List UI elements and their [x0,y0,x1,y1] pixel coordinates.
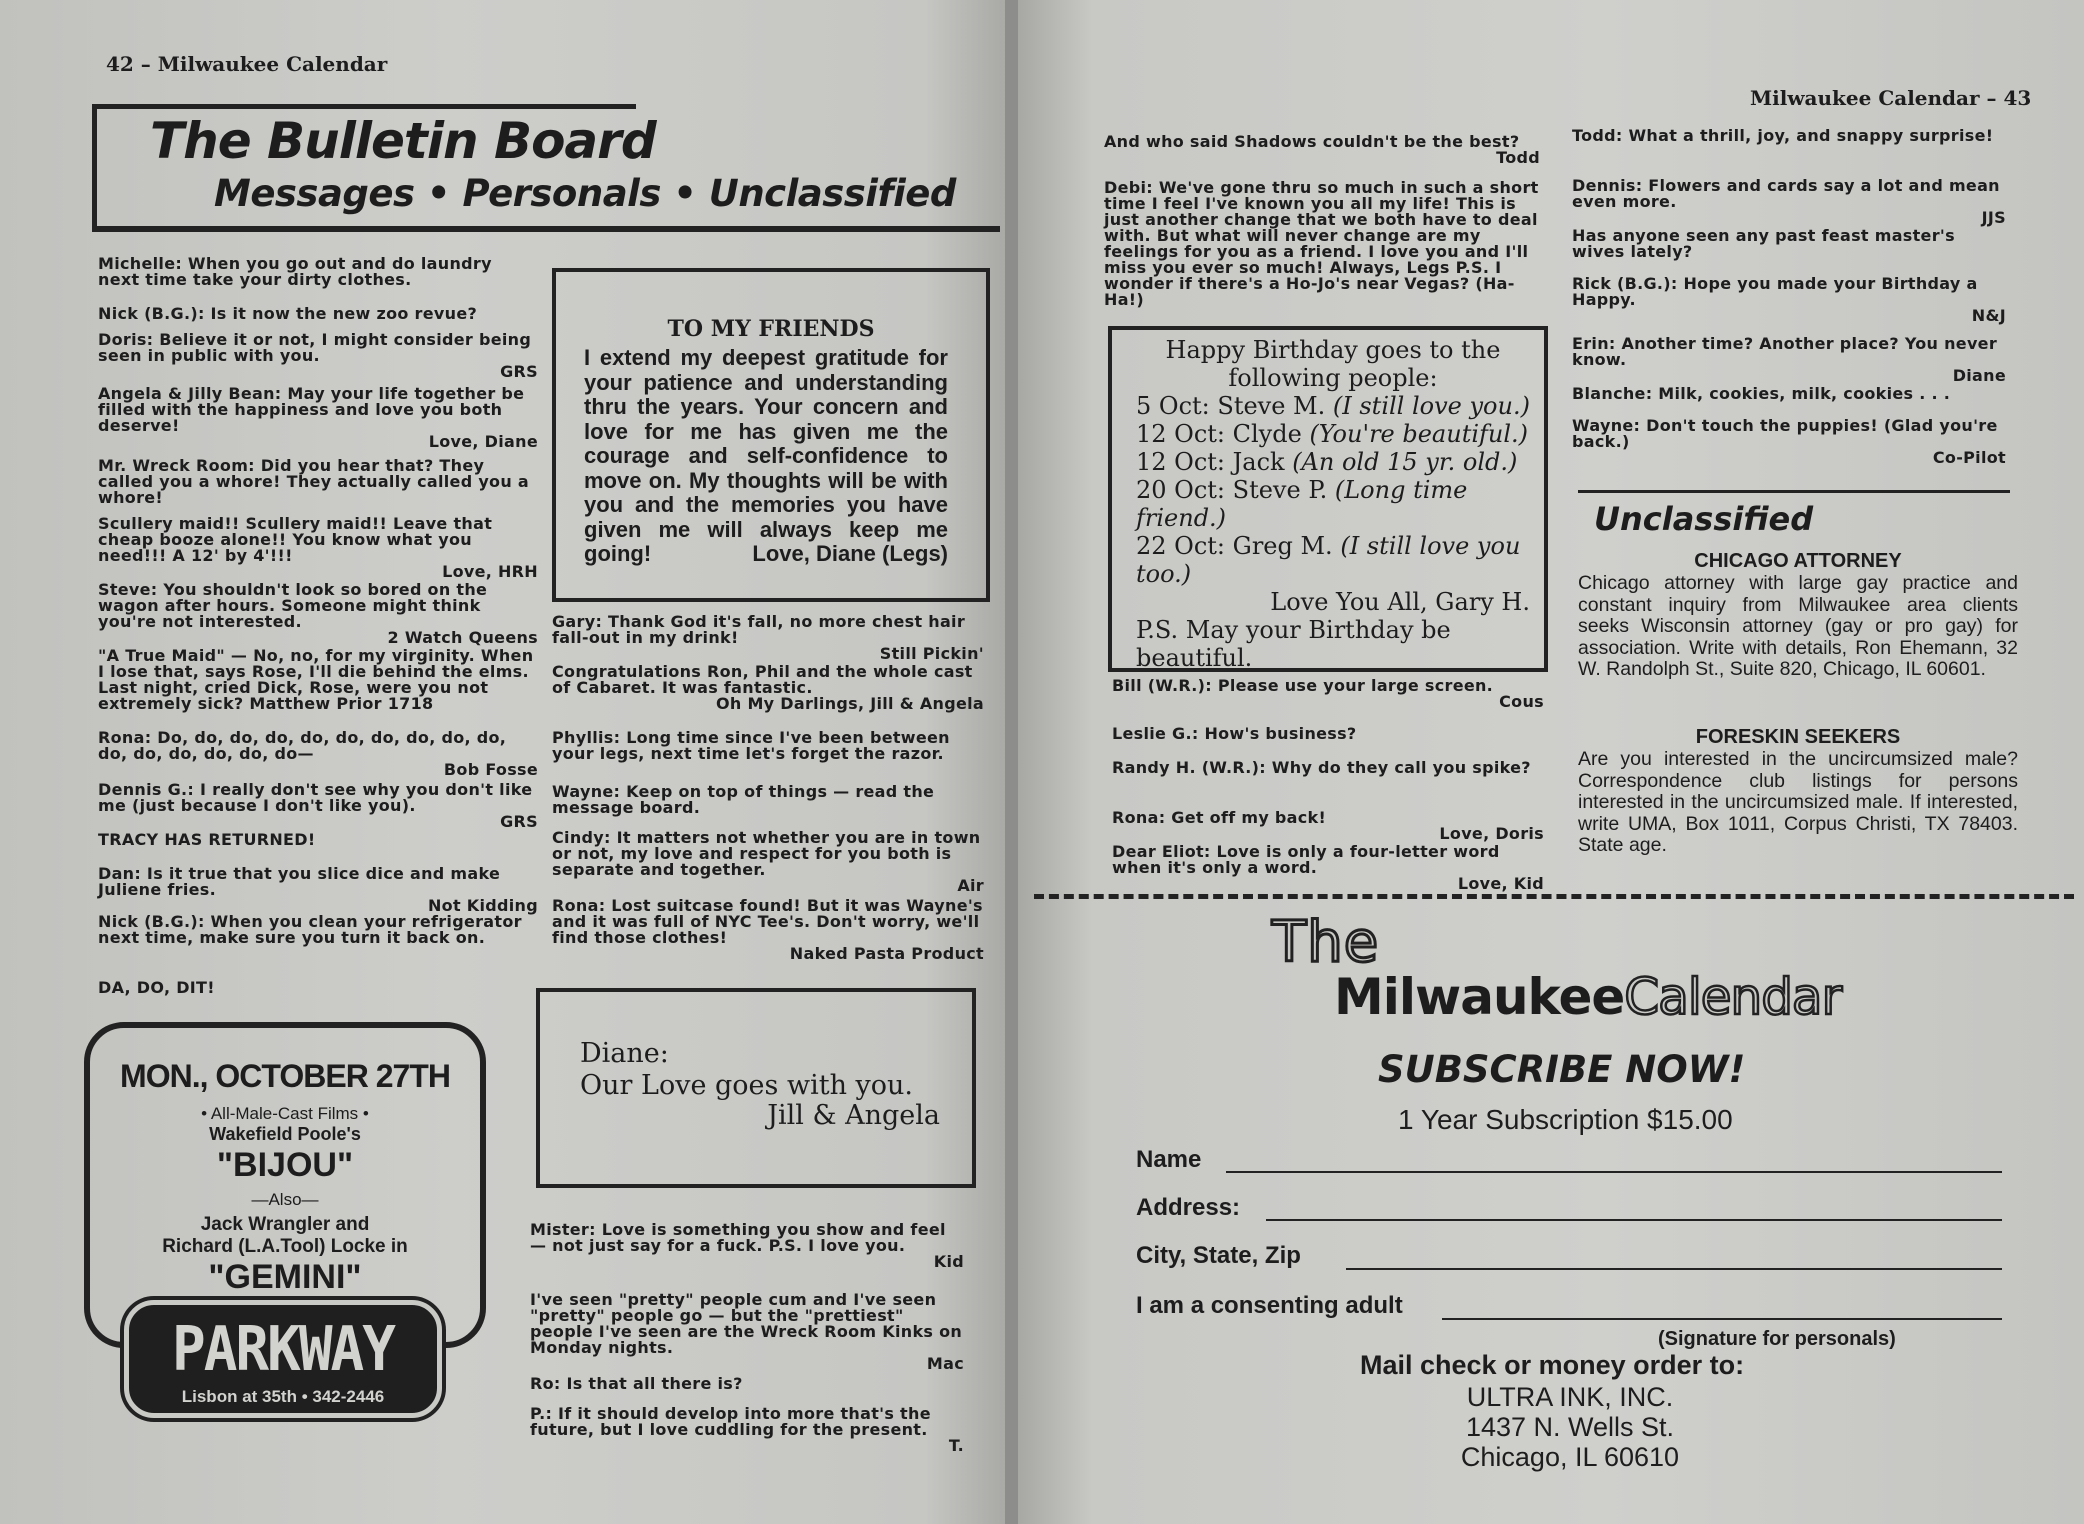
message-text: Blanche: Milk, cookies, milk, cookies . . . [1572,384,1951,403]
message-item [98,386,538,450]
city-label: City, State, Zip [1136,1242,1301,1269]
page-header-right: Milwaukee Calendar – 43 [1750,86,2032,110]
diane-line2: Our Love goes with you. [580,1070,914,1101]
message-text: Wayne: Don't touch the puppies! (Glad you're back.) [1572,416,1998,451]
birthday-sig: Love You All, Gary H. [1270,588,1530,616]
diane-line1: Diane: [580,1038,669,1069]
birthday-note: (I still love you.) [1332,392,1530,420]
message-item [1104,180,1540,308]
parkway-film2: "GEMINI" [208,1258,362,1296]
message-item [98,256,538,288]
message-item [98,782,538,830]
message-text: Nick (B.G.): Is it now the new zoo revue? [98,304,478,323]
birthday-note: (An old 15 yr. old.) [1292,448,1518,476]
birthday-box [1108,326,1548,672]
birthday-note: (You're beautiful.) [1309,420,1529,448]
message-signature: Todd [1496,148,1540,167]
message-text: Rick (B.G.): Hope you made your Birthday a Happy. [1572,274,1978,309]
message-signature: Not Kidding [427,896,538,915]
message-signature: GRS [500,362,538,381]
message-item [552,614,984,662]
parkway-line1: • All-Male-Cast Films • [201,1104,369,1123]
friends-body [584,346,948,567]
message-signature: Love, Doris [1439,824,1544,843]
parkway-film1: "BIJOU" [216,1146,354,1184]
message-item [1572,336,2006,384]
mail-instruction: Mail check or money order to: [1360,1350,1745,1380]
message-text: Dear Eliot: Love is only a four-letter word when it's only a word. [1112,842,1500,877]
address-label: Address: [1136,1194,1241,1221]
message-signature: GRS [500,812,538,831]
message-signature: Love, HRH [442,562,538,581]
unclassified-rule [1578,490,2010,493]
message-text: Randy H. (W.R.): Why do they call you spike? [1112,758,1531,777]
subscribe-cta: SUBSCRIBE NOW! [1378,1048,1746,1091]
message-item [552,664,984,712]
message-item [1112,844,1544,892]
message-item [98,582,538,646]
ad2-title: FORESKIN SEEKERS [1695,726,1901,748]
message-item [98,730,538,778]
message-text: And who said Shadows couldn't be the best? [1104,132,1520,151]
message-item [98,516,538,580]
message-item [552,830,984,894]
message-text: Todd: What a thrill, joy, and snappy surprise! [1572,126,1994,145]
birthday-entry [1136,476,1530,532]
message-item [1572,418,2006,466]
mail-address-3: Chicago, IL 60610 [1460,1442,1680,1472]
message-signature: Love, Kid [1457,874,1544,893]
message-text: "A True Maid" — No, no, for my virginity. When I lose that, says Rose, I'll die behind the elms. Last night, cried Dick, Rose, were you not extremely sick? Matthew Prior 1718 [98,646,534,713]
birthday-entry [1136,392,1530,420]
message-text: Doris: Believe it or not, I might consider being seen in public with you. [98,330,532,365]
parkway-address: Lisbon at 35th • 342-2446 [181,1387,385,1406]
message-item [530,1292,964,1372]
bulletin-subtitle: Messages • Personals • Unclassified [214,172,956,215]
ad1-title: CHICAGO ATTORNEY [1694,550,1902,572]
message-text: Angela & Jilly Bean: May your life together be filled with the happiness and love you both deserve! [98,384,525,435]
diane-sig: Jill & Angela [767,1100,940,1131]
message-text: Michelle: When you go out and do laundry next time take your dirty clothes. [98,254,492,289]
message-text: Cindy: It matters not whether you are in town or not, my love and respect for you both is separate and together. [552,828,981,879]
signature-note: (Signature for personals) [1658,1328,1896,1350]
friends-box [552,268,990,602]
logo-calendar: Calendar [1624,968,1842,1026]
diane-box [536,988,976,1188]
message-text: TRACY HAS RETURNED! [98,830,316,849]
message-text: Ro: Is that all there is? [530,1374,743,1393]
title-rule-left [92,104,97,230]
birthday-entry [1136,448,1530,476]
message-text: Has anyone seen any past feast master's wives lately? [1572,226,1955,261]
message-text: Nick (B.G.): When you clean your refrigerator next time, make sure you turn it back on. [98,912,522,947]
message-text: Dennis: Flowers and cards say a lot and mean even more. [1572,176,2000,211]
consent-label: I am a consenting adult [1136,1292,1403,1319]
message-signature: Cous [1499,692,1544,711]
message-item [1112,678,1544,710]
name-line[interactable] [1226,1171,2002,1173]
message-signature: Bob Fosse [443,760,538,779]
message-item [98,980,538,996]
message-item [98,832,538,848]
parkway-line3: Jack Wrangler and [200,1214,370,1235]
title-rule-top [92,104,636,109]
message-signature: Naked Pasta Product [789,944,984,963]
birthday-name: 20 Oct: Steve P. [1136,476,1335,504]
page-header-left: 42 – Milwaukee Calendar [106,52,388,76]
message-item [530,1376,964,1392]
birthday-list [1136,392,1530,588]
parkway-logo-text: PARKWAY [171,1313,394,1386]
logo-the: The [1272,910,1380,975]
message-item [1572,276,2006,324]
message-item [1572,178,2006,226]
message-text: Phyllis: Long time since I've been between your legs, next time let's forget the razor. [552,728,950,763]
message-signature: Diane [1952,366,2006,385]
unclassified-heading: Unclassified [1594,500,1814,538]
city-line[interactable] [1346,1268,2002,1270]
message-item [552,898,984,962]
message-text: Erin: Another time? Another place? You never know. [1572,334,1998,369]
message-signature: Love, Diane [428,432,538,451]
birthday-entry [1136,420,1530,448]
mail-address-1: ULTRA INK, INC. [1466,1382,1674,1412]
birthday-content [1136,336,1530,672]
message-signature: 2 Watch Queens [387,628,538,647]
message-text: Dennis G.: I really don't see why you don't like me (just because I don't like you). [98,780,533,815]
message-signature: Kid [933,1252,964,1271]
message-item [98,866,538,914]
friends-text: I extend my deepest gratitude for your patience and understanding thru the years. Your concern and love for me has given me the courage and self-confidence to move on. My thoughts will be with you and the memories you have given me will always keep me going! [584,345,948,566]
birthday-title: Happy Birthday goes to the following people: [1165,336,1501,392]
parkway-date: MON., OCTOBER 27TH [120,1058,450,1094]
message-text: Bill (W.R.): Please use your large screen. [1112,676,1494,695]
message-text: Dan: Is it true that you slice dice and make Juliene fries. [98,864,501,899]
message-signature: Co-Pilot [1932,448,2006,467]
message-item [1104,134,1540,166]
logo-milwaukee: Milwaukee [1334,968,1625,1026]
message-item [1572,128,2006,144]
message-signature: Mac [926,1354,964,1373]
parkway-line2: Wakefield Poole's [209,1124,361,1144]
birthday-note: (Long time friend.) [1136,476,1468,532]
message-text: Scullery maid!! Scullery maid!! Leave that cheap booze alone!! You know what you need!!! A 12' by 4'!!! [98,514,493,565]
message-signature: N&J [1971,306,2006,325]
logo-wordmark [1334,968,1841,1026]
message-text: Steve: You shouldn't look so bored on the wagon after hours. Someone might think you're not interested. [98,580,488,631]
title-rule-bottom [92,226,1000,232]
message-item [98,648,538,712]
dashed-divider [1034,894,2074,899]
birthday-name: 22 Oct: Greg M. [1136,532,1341,560]
birthday-name: 12 Oct: Jack [1136,448,1293,476]
message-text: Rona: Do, do, do, do, do, do, do, do, do, do, do, do, do, do, do, do— [98,728,507,763]
message-text: DA, DO, DIT! [98,978,215,997]
message-text: Gary: Thank God it's fall, no more chest hair fall-out in my drink! [552,612,966,647]
message-item [98,306,538,322]
message-item [552,730,984,762]
name-label: Name [1136,1146,1202,1173]
message-item [1112,760,1544,776]
message-item [98,458,538,506]
message-item [530,1406,964,1454]
message-text: Leslie G.: How's business? [1112,724,1357,743]
message-text: Mr. Wreck Room: Did you hear that? They called you a whore! They actually called you a whore! [98,456,529,507]
message-signature: Still Pickin' [879,644,984,663]
bulletin-title: The Bulletin Board [150,112,656,170]
parkway-line4: Richard (L.A.Tool) Locke in [162,1236,408,1257]
message-item [1572,386,2006,402]
birthday-note: (I still love you too.) [1136,532,1521,588]
message-signature: Oh My Darlings, Jill & Angela [716,694,984,713]
parkway-logo [124,1300,442,1418]
message-item [1112,810,1544,842]
message-text: Debi: We've gone thru so much in such a short time I feel I've known you all my life! This is just another change that we both have to deal with. But what will never change are my feelings for you as a friend. I love you and I'll miss you ever so much! Always, Legs P.S. I wonder if there's a Ho-Jo's near Vegas? (Ha-Ha!) [1104,178,1539,309]
signature-line[interactable] [1442,1318,2002,1320]
message-item [98,914,538,946]
message-text: P.: If it should develop into more that's the future, but I love cuddling for the present. [530,1404,931,1439]
message-text: Wayne: Keep on top of things — read the message board. [552,782,935,817]
message-item [1112,726,1544,742]
birthday-name: 12 Oct: Clyde [1136,420,1310,448]
message-text: Rona: Get off my back! [1112,808,1327,827]
message-text: Rona: Lost suitcase found! But it was Wayne's and it was full of NYC Tee's. Don't worry, we'll find those clothes! [552,896,983,947]
address-line[interactable] [1266,1219,2002,1221]
message-item [98,332,538,380]
message-signature: T. [948,1436,964,1455]
message-signature: Air [957,876,984,895]
mail-address-2: 1437 N. Wells St. [1465,1412,1675,1442]
message-text: Congratulations Ron, Phil and the whole cast of Cabaret. It was fantastic. [552,662,973,697]
message-item [552,784,984,816]
birthday-ps: P.S. May your Birthday be beautiful. [1136,616,1451,672]
birthday-name: 5 Oct: Steve M. [1136,392,1333,420]
friends-sig: Love, Diane (Legs) [752,541,948,566]
subscribe-price: 1 Year Subscription $15.00 [1398,1104,1733,1135]
message-text: Mister: Love is something you show and feel — not just say for a fuck. P.S. I love you. [530,1220,946,1255]
ad1-body: Chicago attorney with large gay practice and constant inquiry from Milwaukee area clients seeks Wisconsin attorney (gay or pro gay) for association. Write with details, Ron Ehemann, 32 W. Randolph St., Suite 820, Chicago, IL 60601. [1578,572,2018,680]
birthday-entry [1136,532,1530,588]
parkway-also: —Also— [251,1190,319,1209]
message-item [530,1222,964,1270]
friends-title: TO MY FRIENDS [667,316,875,342]
message-signature: JJS [1981,208,2006,227]
message-item [1572,228,2006,260]
ad2-body: Are you interested in the uncircumsized male? Correspondence club listings for persons interested in the uncircumsized male. If interested, write UMA, Box 1011, Corpus Christi, TX 78403. State age. [1578,748,2018,856]
message-text: I've seen "pretty" people cum and I've seen "pretty" people go — but the "prettiest" people I've seen are the Wreck Room Kinks on Monday nights. [530,1290,963,1357]
